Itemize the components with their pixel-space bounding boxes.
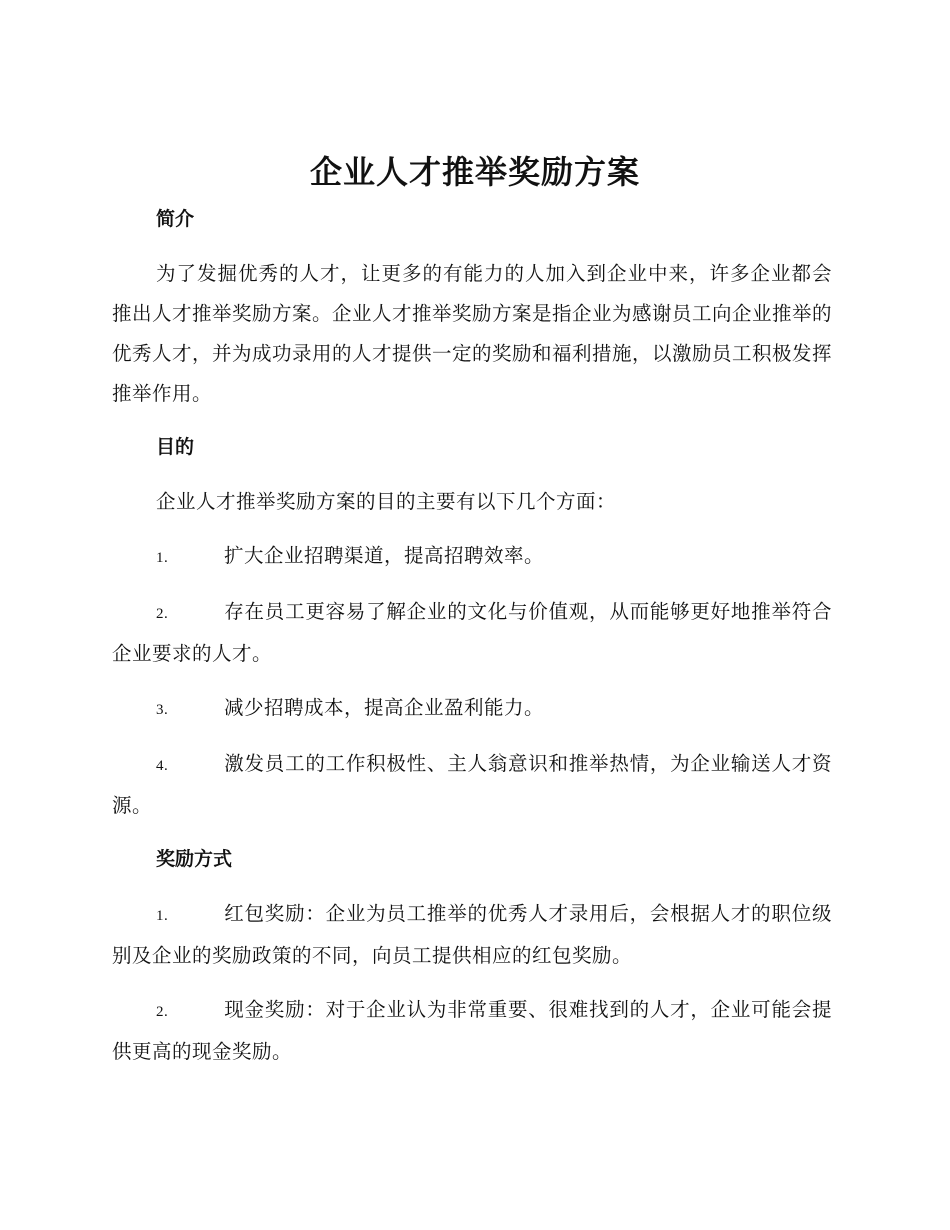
list-item-text: 激发员工的工作积极性、主人翁意识和推举热情，为企业输送人才资源。 (112, 752, 832, 817)
list-item-text: 减少招聘成本，提高企业盈利能力。 (224, 696, 545, 719)
list-item (112, 536, 832, 578)
section-heading-intro: 简介 (156, 208, 195, 230)
list-item-text: 扩大企业招聘渠道，提高招聘效率。 (224, 544, 545, 567)
list-number: 4. (156, 758, 169, 774)
section-heading-reward: 奖励方式 (156, 848, 233, 870)
list-number: 1. (156, 550, 169, 566)
purpose-lead-paragraph: 企业人才推举奖励方案的目的主要有以下几个方面： (156, 490, 617, 513)
list-item (112, 592, 832, 674)
list-item (112, 744, 832, 826)
list-item-text: 存在员工更容易了解企业的文化与价值观，从而能够更好地推举符合企业要求的人才。 (112, 600, 832, 665)
list-number: 3. (156, 702, 169, 718)
list-item (112, 688, 832, 730)
section-heading-purpose: 目的 (156, 436, 195, 458)
list-item-text: 红包奖励：企业为员工推举的优秀人才录用后，会根据人才的职位级别及企业的奖励政策的不同，向员工提供相应的红包奖励。 (112, 902, 832, 967)
list-number: 2. (156, 1004, 169, 1020)
intro-paragraph: 为了发掘优秀的人才，让更多的有能力的人加入到企业中来，许多企业都会推出人才推举奖励方案。企业人才推举奖励方案是指企业为感谢员工向企业推举的优秀人才，并为成功录用的人才提供一定的奖励和福利措施，以激励员工积极发挥推举作用。 (112, 262, 833, 405)
list-number: 1. (156, 908, 169, 924)
document-body (112, 200, 832, 1086)
list-item-text: 现金奖励：对于企业认为非常重要、很难找到的人才，企业可能会提供更高的现金奖励。 (112, 998, 832, 1063)
list-number: 2. (156, 606, 169, 622)
document-title: 企业人才推举奖励方案 (309, 153, 640, 191)
list-item (112, 990, 832, 1072)
list-item (112, 894, 832, 976)
